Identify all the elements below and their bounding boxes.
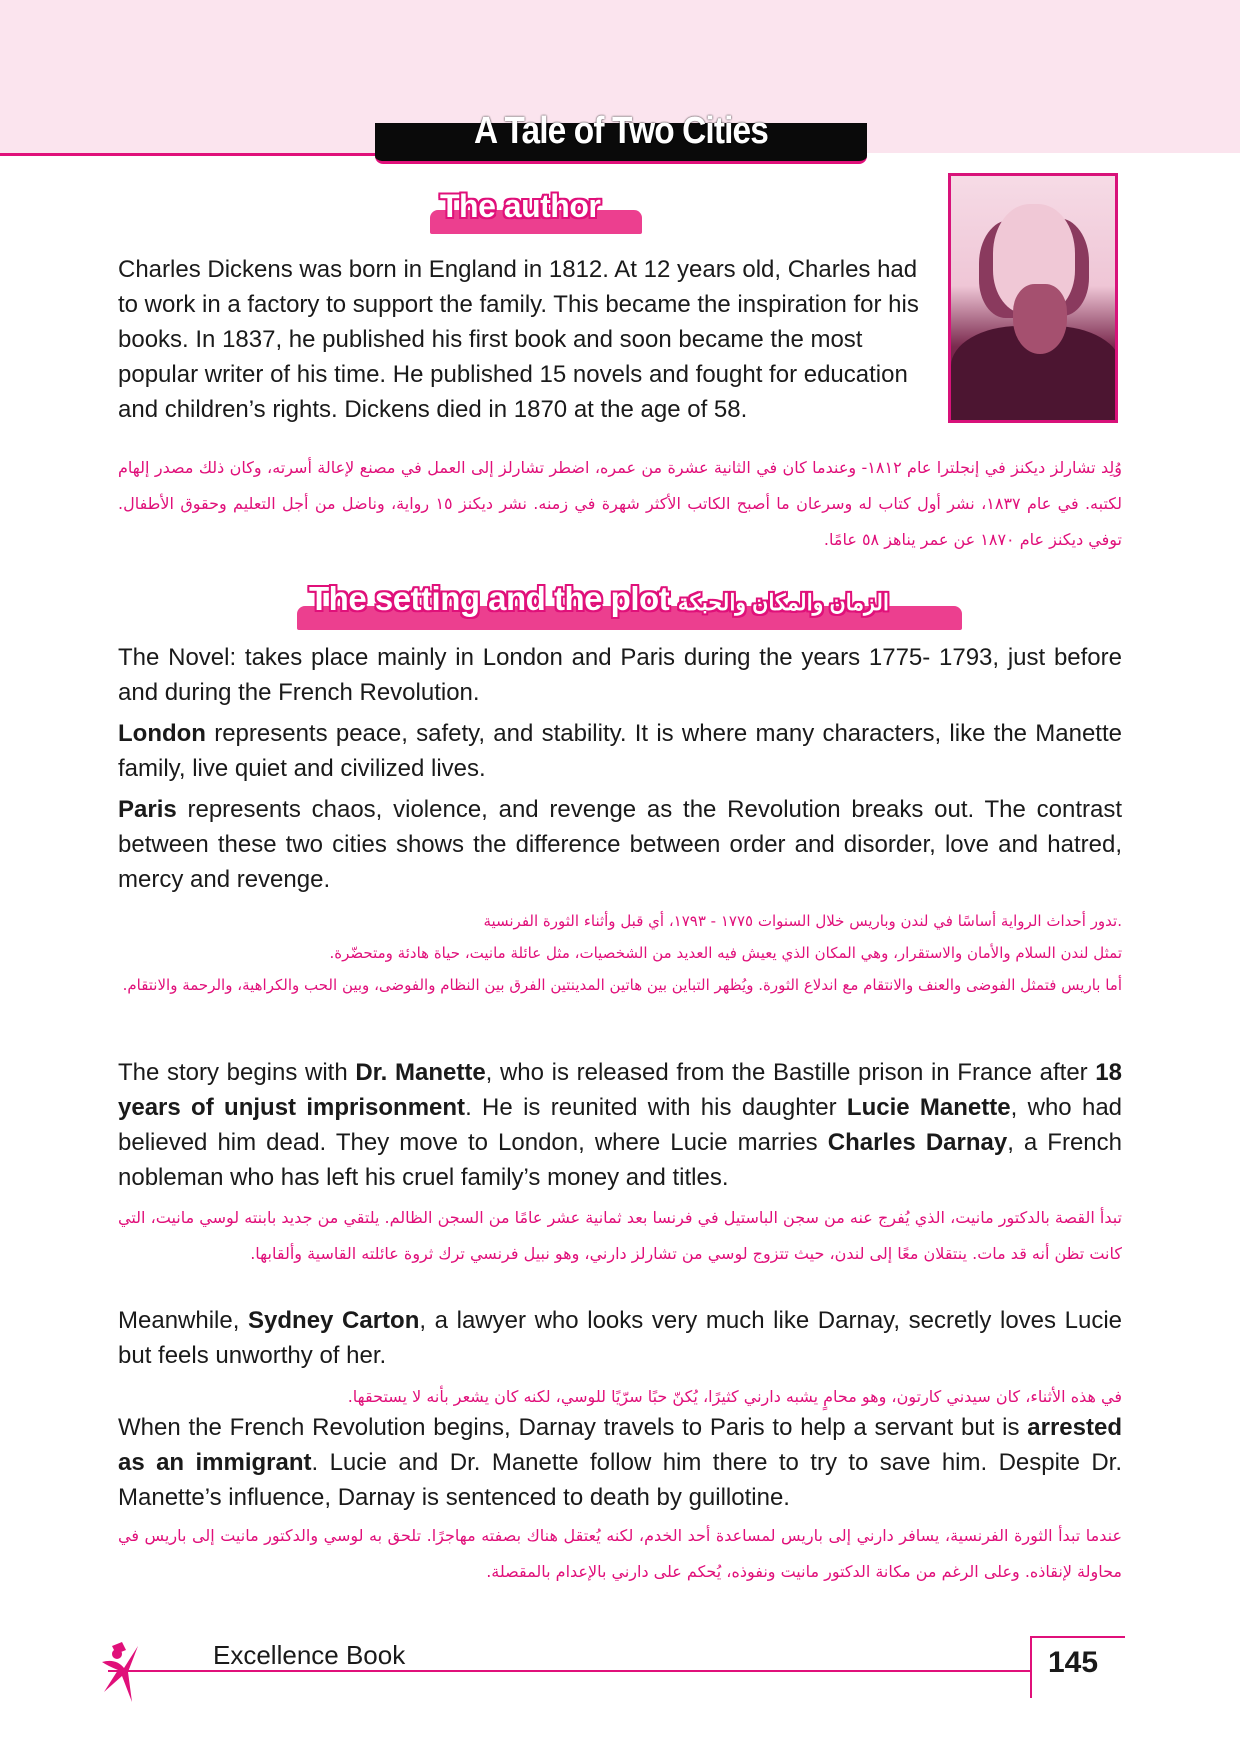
plot-text: When the French Revolution begins, Darnay travels to Paris to help a servant but is (118, 1414, 1028, 1441)
plot-paragraph-1-text (118, 1055, 1122, 1195)
setting-arabic-line: تمثل لندن السلام والأمان والاستقرار، وهي المكان الذي يعيش فيه العديد من الشخصيات، مثل عائلة مانيت، حياة هادئة ومتحضّرة. (329, 944, 1122, 962)
plot-text: , a French nobleman who has left his cruel family’s money and titles. (118, 1129, 1123, 1191)
paris-paragraph (118, 792, 1122, 897)
setting-arabic (118, 905, 1122, 1001)
author-bio-arabic (118, 450, 1122, 558)
header-rule (0, 153, 380, 156)
plot-arabic-text: عندما تبدأ الثورة الفرنسية، يسافر دارني إلى باريس لمساعدة أحد الخدم، لكنه يُعتقل هناك بصفته مهاجرًا. تلحق به لوسي والدكتور مانيت إلى باريس في محاولة لإنقاذه. وعلى الرغم من مكانة الدكتور مانيت ونفوذه، يُحكم على دارني بالإعدام بالمقصلة. (118, 1526, 1122, 1581)
plot-text: , who had believed him dead. They move to London, where Lucie marries (118, 1094, 1123, 1156)
paris-text: represents chaos, violence, and revenge as the Revolution breaks out. The contrast between these two cities shows the difference between order and disorder, love and hatred, mercy and revenge. (118, 796, 1122, 893)
plot-paragraph-3-text (118, 1410, 1122, 1515)
plot-arabic-text: في هذه الأثناء، كان سيدني كارتون، وهو محامٍ يشبه دارني كثيرًا، يُكنّ حبًا سرّيًا للوسي، لكنه كان يشعر بأنه لا يستحقها. (347, 1387, 1122, 1406)
plot-text: Meanwhile, (118, 1307, 249, 1334)
author-portrait (948, 173, 1118, 423)
plot-paragraph-2-arabic (118, 1382, 1122, 1412)
london-bold: London (118, 720, 206, 747)
plot-paragraph-1 (118, 1055, 1122, 1195)
portrait-beard (1013, 284, 1067, 354)
setting-paragraphs (118, 640, 1122, 897)
setting-heading-arabic: الزمان والمكان والحبكة (677, 590, 890, 615)
author-heading (430, 188, 642, 234)
plot-bold: Dr. Manette (355, 1059, 486, 1086)
plot-text: , who is released from the Bastille prison in France after (485, 1059, 1096, 1086)
setting-heading-text (297, 580, 962, 618)
page-title: A Tale of Two Cities (474, 110, 768, 152)
london-paragraph (118, 716, 1122, 786)
plot-text: . He is reunited with his daughter (465, 1094, 847, 1121)
london-text: represents peace, safety, and stability. It is where many characters, like the Manette family, live quiet and civilized lives. (118, 720, 1122, 782)
page-number: 145 (1048, 1646, 1099, 1679)
plot-bold: Charles Darnay (827, 1129, 1008, 1156)
author-bio-arabic-text: وُلِد تشارلز ديكنز في إنجلترا عام ١٨١٢- وعندما كان في الثانية عشرة من عمره، اضطر تشارلز إلى العمل في مصنع لإعالة أسرته، وكان ذلك مصدر إلهام لكتبه. في عام ١٨٣٧، نشر أول كتاب له وسرعان ما أصبح الكاتب الأكثر شهرة في زمنه. نشر ديكنز ١٥ رواية، وناضل من أجل التعليم وحقوق الأطفال. توفي ديكنز عام ١٨٧٠ عن عمر يناهز ٥٨ عامًا. (118, 458, 1122, 549)
plot-text: . Lucie and Dr. Manette follow him there to try to save him. Despite Dr. Manette’s influence, Darnay is sentenced to death by guillotine. (118, 1449, 1123, 1511)
plot-paragraph-2 (118, 1303, 1122, 1373)
footer-book-name: Excellence Book (213, 1640, 406, 1670)
plot-bold: Sydney Carton (248, 1307, 420, 1334)
author-heading-text: The author (440, 188, 601, 224)
author-bio-text: Charles Dickens was born in England in 1812. At 12 years old, Charles had to work in a factory to support the family. This became the inspiration for his books. In 1837, he published his first book and soon became the most popular writer of his time. He published 15 novels and fought for education and children’s rights. Dickens died in 1870 at the age of 58. (118, 256, 919, 423)
plot-paragraph-3 (118, 1410, 1122, 1515)
setting-arabic-line: .تدور أحداث الرواية أساسًا في لندن وباريس خلال السنوات ١٧٧٥ - ١٧٩٣، أي قبل وأثناء الثورة الفرنسية (483, 912, 1122, 930)
setting-arabic-line: أما باريس فتمثل الفوضى والعنف والانتقام مع اندلاع الثورة. ويُظهر التباين بين هاتين المدينتين الفرق بين النظام والفوضى، وبين الحب والكراهية، والرحمة والانتقام. (122, 976, 1122, 994)
plot-text: The story begins with (118, 1059, 356, 1086)
plot-paragraph-2-text (118, 1303, 1122, 1373)
setting-heading-english: The setting and the plot (309, 580, 670, 617)
footer-divider (1030, 1636, 1032, 1698)
setting-heading (297, 580, 962, 630)
plot-paragraph-1-arabic (118, 1200, 1122, 1272)
author-bio (118, 252, 938, 427)
graduate-figure-icon (98, 1640, 144, 1706)
plot-text: , a lawyer who looks very much like Darnay, secretly loves Lucie but feels unworthy of her. (118, 1307, 1123, 1369)
paris-bold: Paris (118, 796, 177, 823)
plot-bold: Lucie Manette (846, 1094, 1011, 1121)
plot-bold: arrested as an immigrant (118, 1414, 1122, 1476)
plot-paragraph-3-arabic (118, 1518, 1122, 1590)
plot-arabic-text: تبدأ القصة بالدكتور مانيت، الذي يُفرج عنه من سجن الباستيل في فرنسا بعد ثمانية عشر عامًا من السجن الظالم. يلتقي من جديد بابنته لوسي مانيت، التي كانت تظن أنه قد مات. ينتقلان معًا إلى لندن، حيث تتزوج لوسي من تشارلز دارني، وهو نبيل فرنسي ترك ثروة عائلته القاسية وألقابها. (118, 1208, 1122, 1263)
plot-bold: 18 years of unjust imprisonment (118, 1059, 1122, 1121)
footer-top-rule (1030, 1636, 1125, 1638)
novel-paragraph: The Novel: takes place mainly in London and Paris during the years 1775- 1793, just before and during the French Revolution. (118, 644, 1122, 706)
